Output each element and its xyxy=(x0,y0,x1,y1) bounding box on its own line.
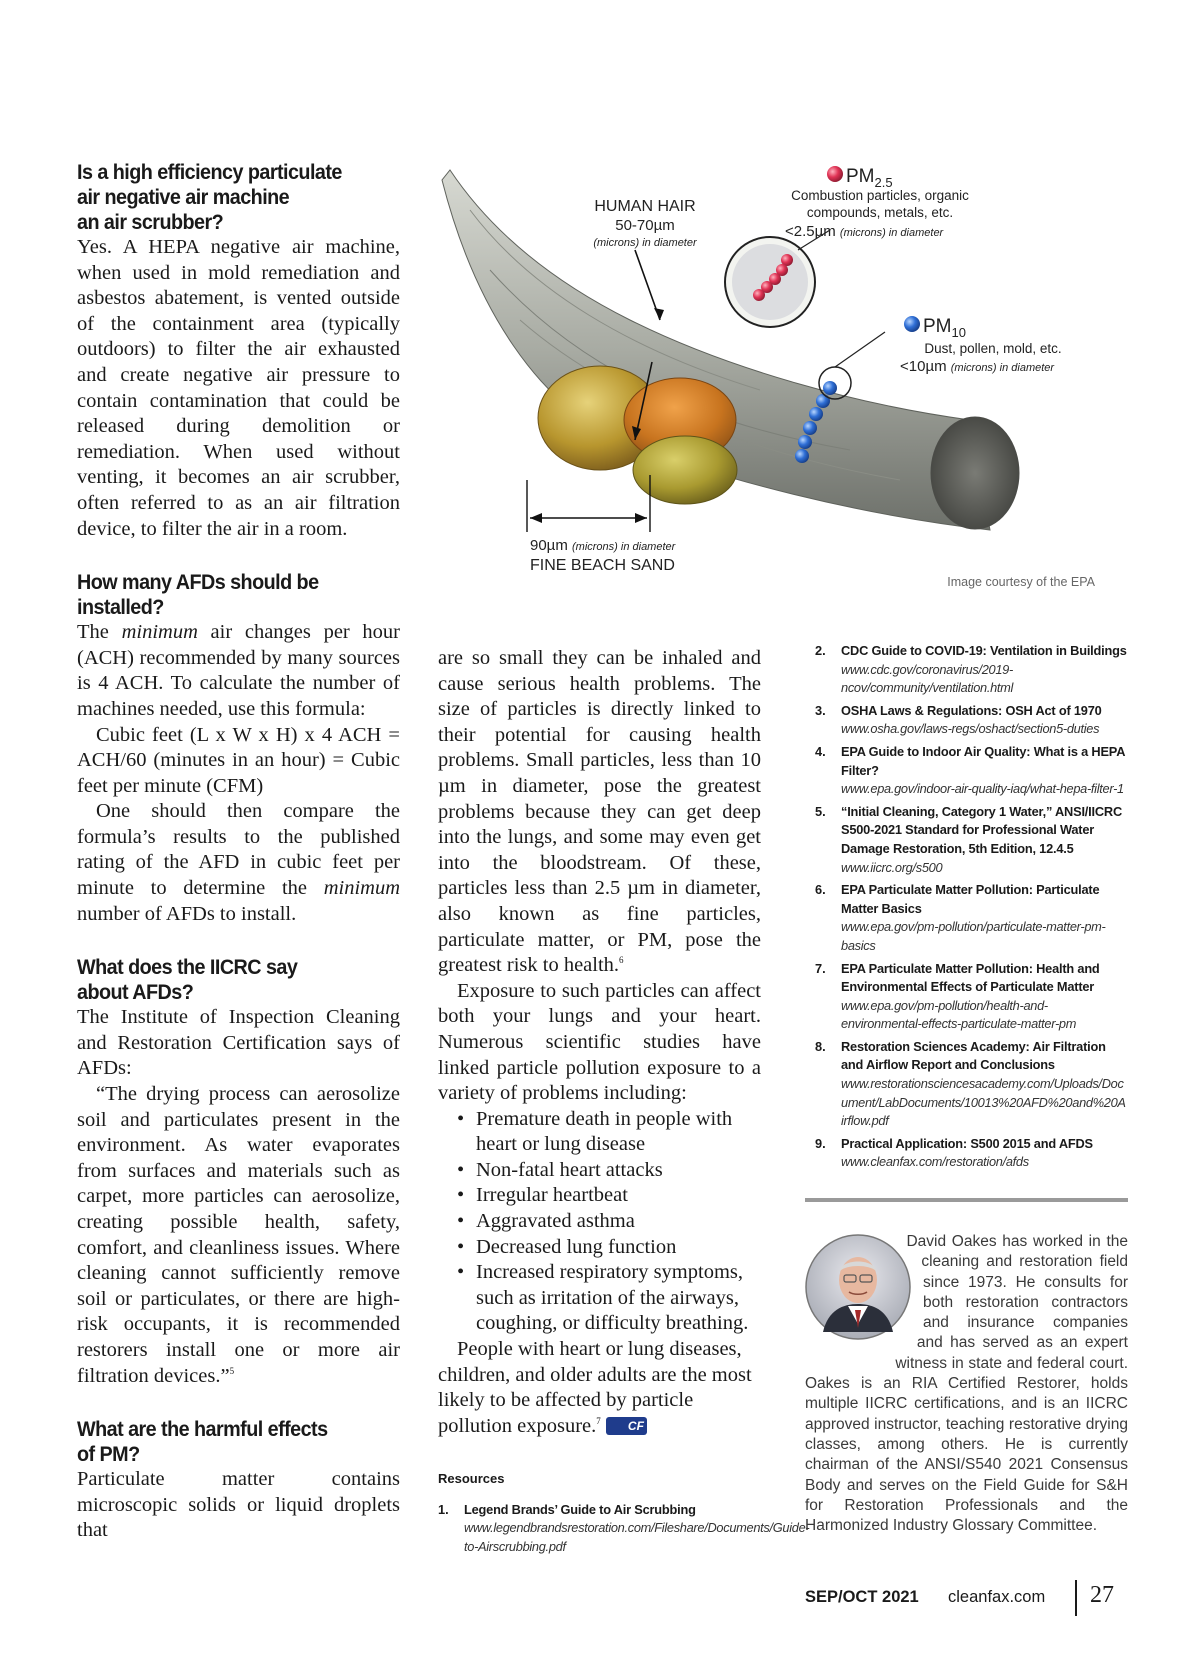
list-item: • Premature death in people with heart or lung disease xyxy=(476,1107,761,1158)
paragraph-formula: Cubic feet (L x W x H) x 4 ACH = ACH/60 (minutes in an hour) = Cubic feet per minute (CFM) xyxy=(77,723,400,797)
hair-label: HUMAN HAIR xyxy=(594,198,696,215)
hair-cross-section xyxy=(931,417,1019,529)
resource-item: 3. OSHA Laws & Regulations: OSH Act of 1970 www.osha.gov/laws-regs/oshact/section5-duties xyxy=(815,702,1127,739)
resource-link[interactable]: www.epa.gov/pm-pollution/health-and-environmental-effects-particulate-matter-pm xyxy=(841,997,1077,1032)
resource-link[interactable]: www.legendbrandsrestoration.com/Fileshare/Documents/Guide-to-Airscrubbing.pdf xyxy=(464,1520,810,1554)
svg-text:<2.5µm (microns) in diameter: <2.5µm (microns) in diameter xyxy=(785,223,944,240)
footnote-ref-5: 5 xyxy=(229,1365,235,1376)
list-item: • Non-fatal heart attacks xyxy=(476,1158,761,1184)
heading-harmful-effects: What are the harmful effects of PM? xyxy=(77,1417,328,1467)
paragraph-ach: The minimum air changes per hour (ACH) recommended by many sources is 4 ACH. To calculate the number of machines needed, use this formula: xyxy=(77,621,400,720)
issue-date: SEP/OCT 2021 xyxy=(805,1588,919,1606)
particle-size-illustration xyxy=(430,150,1110,620)
resource-item: 9. Practical Application: S500 2015 and AFDS www.cleanfax.com/restoration/afds xyxy=(815,1135,1127,1172)
pm25-size: <2.5µm xyxy=(785,223,836,240)
paragraph-hepa-answer: Yes. A HEPA negative air machine, when used in mold remediation and asbestos abatement, is vented outside of the containment area (typically outdoors) to filter the air exhausted and create negative air pressure to contain contamination that could be released during demolition or remediation. When used without venting, it becomes an air scrubber, often referred to as an air filtration device, to filter the air in a room. xyxy=(77,236,400,540)
sand-grain-3 xyxy=(633,436,737,504)
resource-link[interactable]: www.iicrc.org/s500 xyxy=(841,859,943,875)
list-item: • Irregular heartbeat xyxy=(476,1183,761,1209)
resource-link[interactable]: www.restorationsciencesacademy.com/Uploads/Document/LabDocuments/10013%20AFD%20and%20Airflow.pdf xyxy=(841,1076,1126,1129)
pm10-desc: Dust, pollen, mold, etc. xyxy=(924,341,1062,356)
svg-text:90µm (microns) in diameter: 90µm (microns) in diameter xyxy=(530,537,676,554)
paragraph-particle-size: are so small they can be inhaled and cause serious health problems. The size of particles is directly linked to their potential for causing health problems. Small particles, less than 10 µm in diameter, pose the greatest problems because they can get deep into the lungs, and some may even get into the bloodstream. Of these, particles less than 2.5 µm in diameter, also known as fine particles, particulate matter, or PM, pose the greatest risk to health.$^6$ xyxy=(438,647,761,977)
resource-link[interactable]: www.cleanfax.com/restoration/afds xyxy=(841,1154,1029,1170)
pm25-desc-2: compounds, metals, etc. xyxy=(806,205,954,220)
column-1 xyxy=(77,160,400,1544)
resource-item: 7. EPA Particulate Matter Pollution: Health and Environmental Effects of Particulate Matter www.epa.gov/pm-pollution/health-and-environmental-effects-particulate-matter-pm xyxy=(815,960,1127,1034)
resources-list xyxy=(815,642,1127,1176)
author-photo xyxy=(803,1232,913,1362)
resources-heading: Resources xyxy=(438,1471,505,1486)
list-item: • Aggravated asthma xyxy=(476,1209,761,1235)
svg-text:PM2.5: $PM_{2.5}$ xyxy=(846,166,893,190)
footer-divider xyxy=(1075,1580,1077,1616)
image-credit: Image courtesy of the EPA xyxy=(947,575,1095,589)
sand-label: FINE BEACH SAND xyxy=(530,557,675,574)
pm10-size: <10µm xyxy=(900,358,947,375)
author-bio-text: David Oakes has worked in the cleaning and restoration field since 1973. He consults for both restoration contractors and insurance companies and has served as an expert witness in state and federal court. Oakes is an RIA Certified Restorer, holds multiple IICRC certifications, and is an IICRC approved instructor, teaching restorative drying classes, among others. He is currently chairman of the ANSI/S540 2021 Consensus Body and serves on the Field Guide for S&H for Restoration Professionals and the Harmonized Industry Glossary Committee. xyxy=(805,1233,1128,1535)
health-effects-list xyxy=(438,1107,761,1337)
resource-link[interactable]: www.cdc.gov/coronavirus/2019-ncov/community/ventilation.html xyxy=(841,661,1014,696)
column-2 xyxy=(438,646,761,1439)
resource-item: 2. CDC Guide to COVID-19: Ventilation in Buildings www.cdc.gov/coronavirus/2019-ncov/community/ventilation.html xyxy=(815,642,1127,698)
site-name[interactable]: cleanfax.com xyxy=(948,1588,1046,1606)
heading-how-many-afds: How many AFDs should be installed? xyxy=(77,570,319,620)
resource-item: 4. EPA Guide to Indoor Air Quality: What is a HEPA Filter? www.epa.gov/indoor-air-quality-iaq/what-hepa-filter-1 xyxy=(815,743,1127,799)
pm25-desc-1: Combustion particles, organic xyxy=(791,188,969,203)
list-item: • Decreased lung function xyxy=(476,1235,761,1261)
hair-note: (microns) in diameter xyxy=(593,237,697,249)
resource-item: 8. Restoration Sciences Academy: Air Filtration and Airflow Report and Conclusions www.restorationsciencesacademy.com/Uploads/Document/LabDocuments/10013%20AFD%20and%20Airflow.pdf xyxy=(815,1038,1127,1131)
paragraph-iicrc-intro: The Institute of Inspection Cleaning and Restoration Certification says of AFDs: xyxy=(77,1006,400,1080)
footnote-ref-7: 7 xyxy=(596,1415,601,1426)
paragraph-pm-intro: Particulate matter contains microscopic solids or liquid droplets that xyxy=(77,1468,400,1542)
pm10-label: PM xyxy=(923,316,952,337)
sand-size: 90µm xyxy=(530,537,568,554)
resource-item: 6. EPA Particulate Matter Pollution: Particulate Matter Basics www.epa.gov/pm-pollution/particulate-matter-pm-basics xyxy=(815,881,1127,955)
svg-text:PM10: $PM_{10}$ xyxy=(923,316,966,340)
paragraph-exposure: Exposure to such particles can affect both your lungs and your heart. Numerous scientific studies have linked particle pollution exposure to a variety of problems including: xyxy=(438,979,761,1105)
hair-size: 50-70µm xyxy=(615,217,675,234)
list-item: • Increased respiratory symptoms, such as irritation of the airways, coughing, or difficulty breathing. xyxy=(476,1260,761,1337)
paragraph-at-risk: People with heart or lung diseases, children, and older adults are the most likely to be affected by particle pollution exposure.$^7$ CF xyxy=(438,1338,752,1437)
section-divider xyxy=(805,1198,1128,1202)
resource-item: 1. Legend Brands’ Guide to Air Scrubbing www.legendbrandsrestoration.com/Fileshare/Documents/Guide-to-Airscrubbing.pdf xyxy=(438,1501,758,1557)
resource-link[interactable]: www.osha.gov/laws-regs/oshact/section5-duties xyxy=(841,721,1100,737)
resource-item: 5. “Initial Cleaning, Category 1 Water,” ANSI/IICRC S500-2021 Standard for Professional Water Damage Restoration, 5th Edition, 12.4.5 www.iicrc.org/s500 xyxy=(815,803,1127,877)
paragraph-compare: One should then compare the formula’s results to the published rating of the AFD in cubic feet per minute to determine the minimum number of AFDs to install. xyxy=(77,800,400,925)
resource-link[interactable]: www.epa.gov/pm-pollution/particulate-matter-pm-basics xyxy=(841,919,1106,953)
page-footer xyxy=(790,1580,1135,1620)
heading-hepa-scrubber: Is a high efficiency particulate air negative air machine an air scrubber? xyxy=(77,160,342,234)
resources-heading-block xyxy=(438,1470,810,1560)
heading-iicrc: What does the IICRC say about AFDs? xyxy=(77,955,298,1005)
cf-end-mark-icon: CF xyxy=(606,1417,647,1435)
pm25-label: PM xyxy=(846,166,875,187)
paragraph-iicrc-quote: “The drying process can aerosolize soil and particulates present in the environment. As water evaporates from surfaces and materials such as carpet, more particles can aerosolize, creating possible health, safety, comfort, and cleanliness issues. Where cleaning cannot sufficiently remove soil or particulates, or there are high-risk occupants, it is recommended restorers install one or more air filtration devices.”$^5$ xyxy=(77,1083,400,1387)
author-bio xyxy=(805,1232,1128,1536)
resource-link[interactable]: www.epa.gov/indoor-air-quality-iaq/what-hepa-filter-1 xyxy=(841,781,1124,797)
page-number: 27 xyxy=(1090,1582,1114,1608)
svg-text:<10µm (microns) in diameter: <10µm (microns) in diameter xyxy=(900,358,1055,375)
footnote-ref-6: 6 xyxy=(619,955,624,966)
